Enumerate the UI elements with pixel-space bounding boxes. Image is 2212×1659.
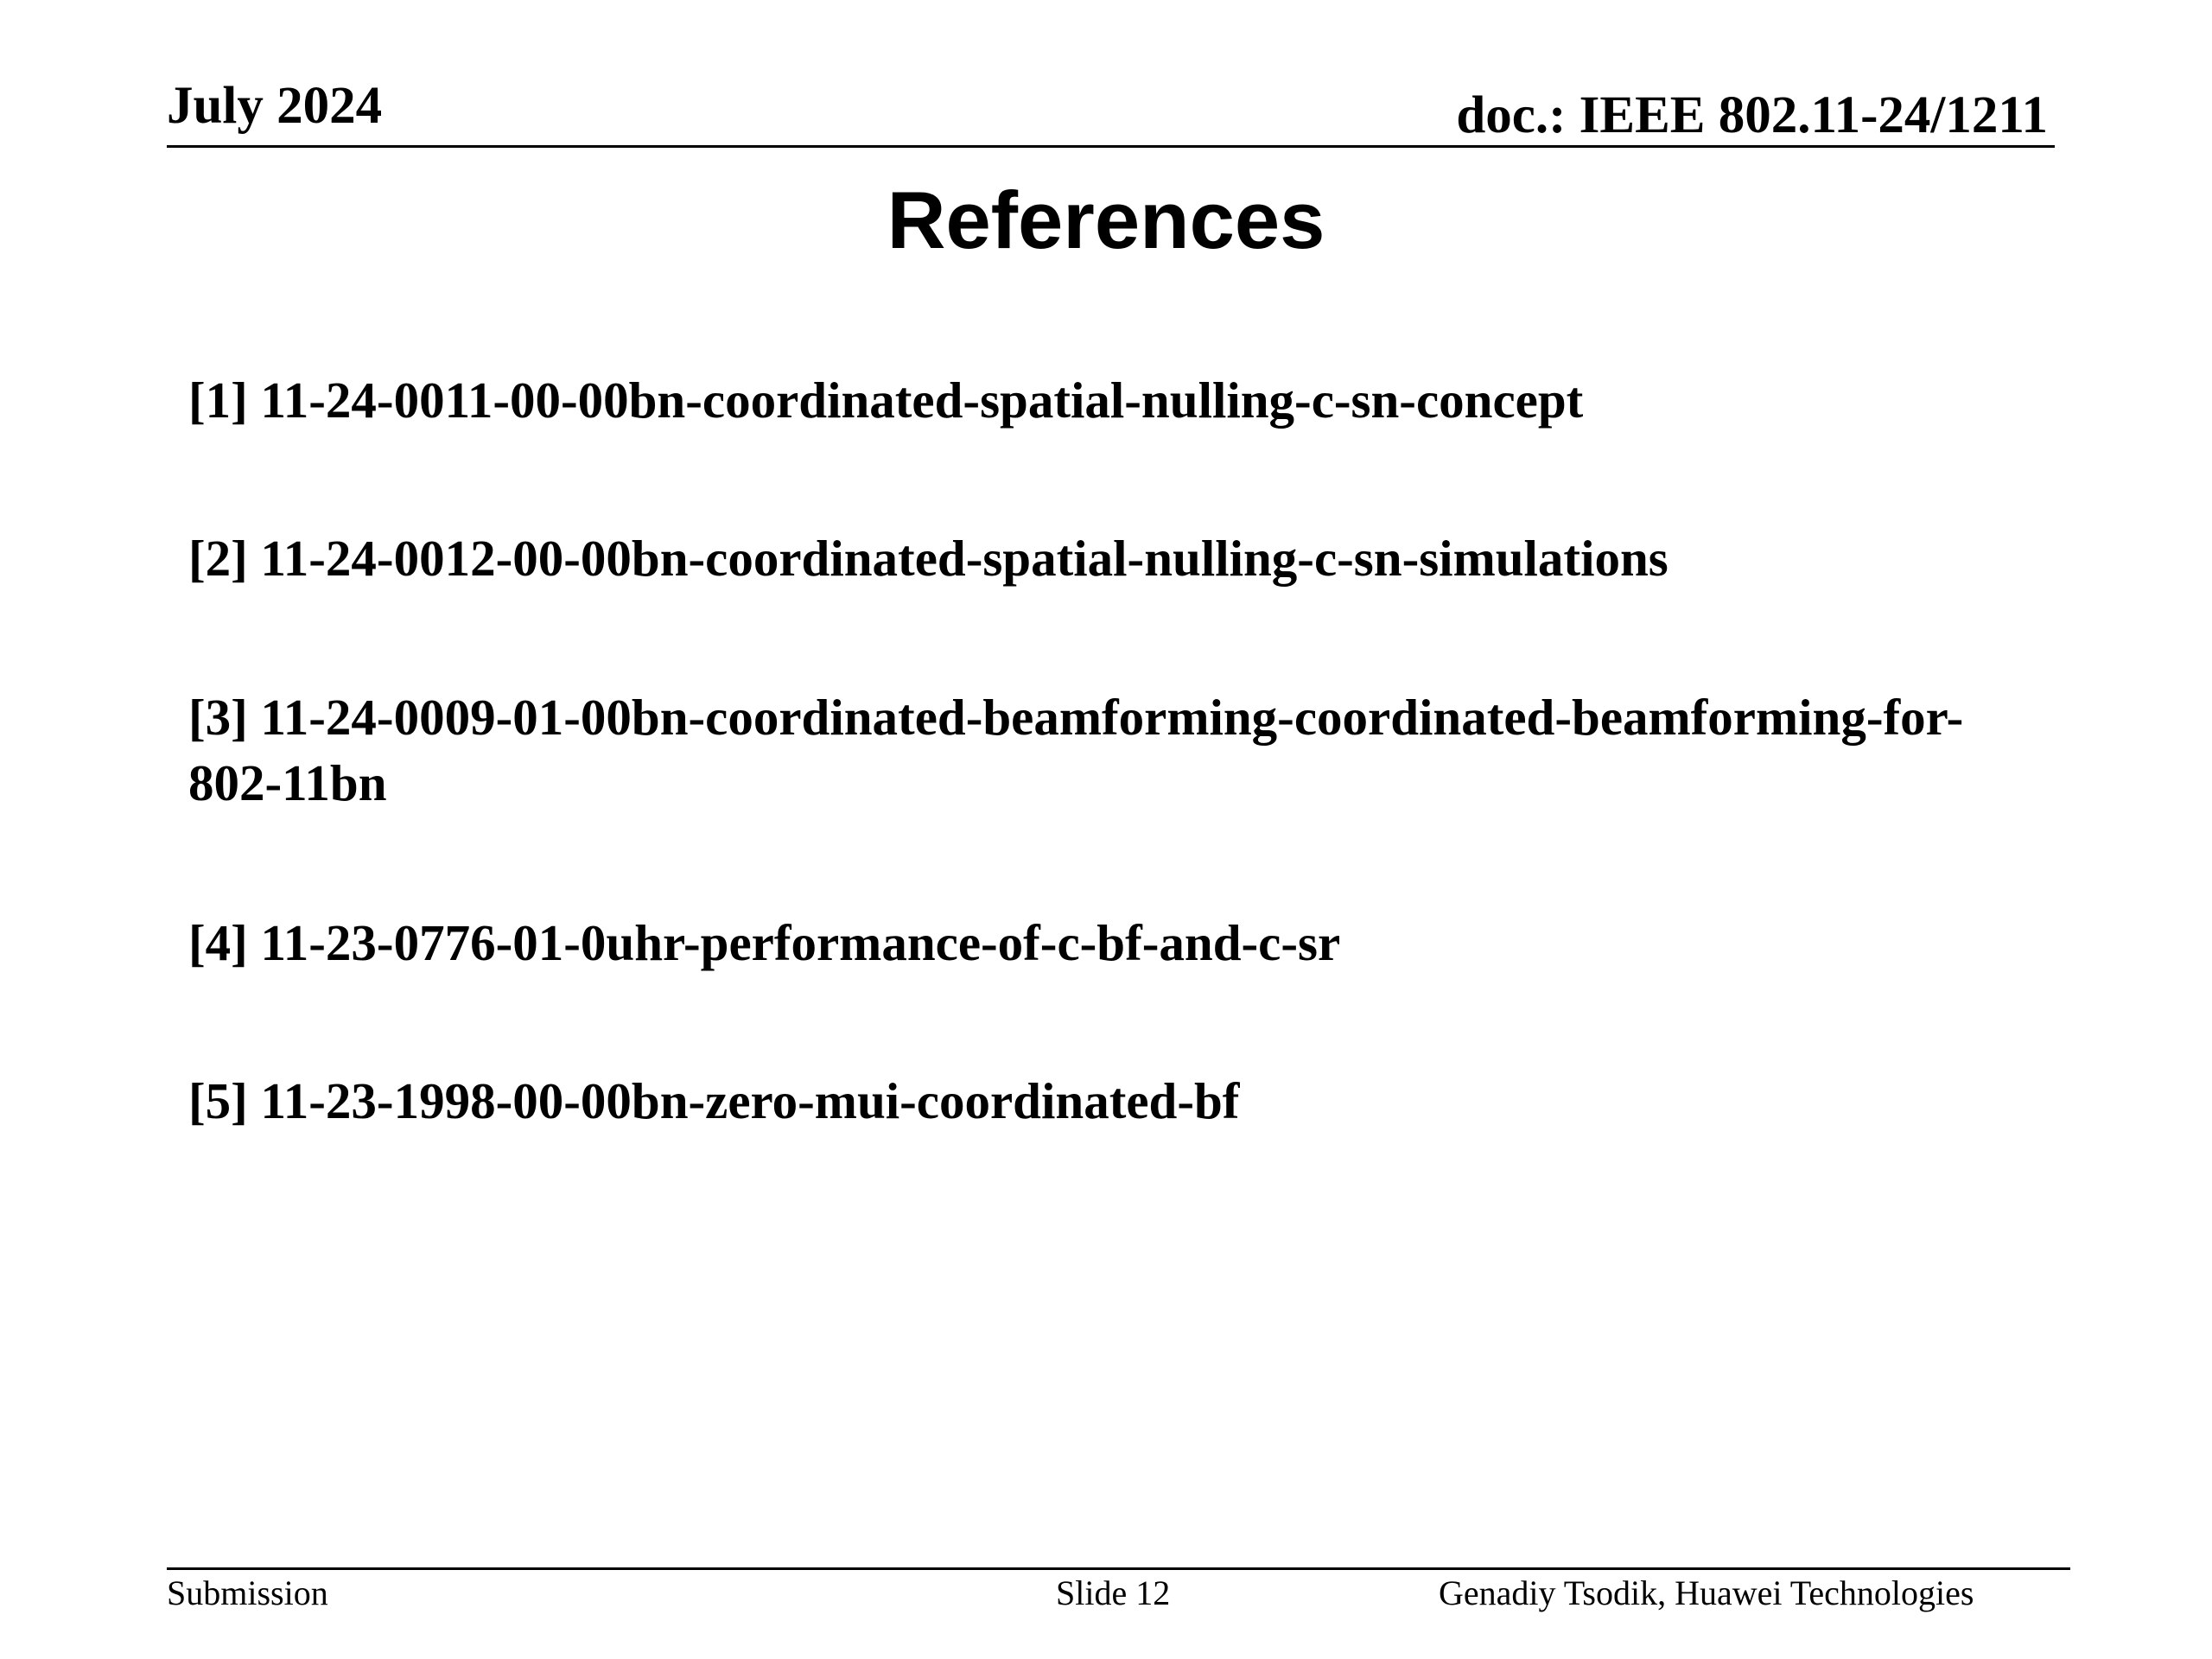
reference-item: [5] 11-23-1998-00-00bn-zero-mui-coordinated-bf — [188, 1072, 1240, 1129]
reference-item: [1] 11-24-0011-00-00bn-coordinated-spatial-nulling-c-sn-concept — [188, 372, 1584, 429]
header-doc-id: doc.: IEEE 802.11-24/1211 — [1456, 86, 2048, 144]
reference-item: [3] 11-24-0009-01-00bn-coordinated-beamforming-coordinated-beamforming-for-802-11bn — [188, 689, 1964, 811]
footer-rule — [167, 1567, 2070, 1570]
footer-slide-number: Slide 12 — [1056, 1573, 1171, 1612]
reference-item: [2] 11-24-0012-00-00bn-coordinated-spatial-nulling-c-sn-simulations — [188, 530, 1669, 587]
footer-author: Genadiy Tsodik, Huawei Technologies — [1439, 1573, 1974, 1612]
header-date: July 2024 — [167, 77, 383, 135]
header-rule — [167, 145, 2055, 148]
reference-item: [4] 11-23-0776-01-0uhr-performance-of-c-bf-and-c-sr — [188, 914, 1341, 971]
footer-submission: Submission — [167, 1573, 328, 1612]
slide-title: References — [887, 175, 1325, 265]
